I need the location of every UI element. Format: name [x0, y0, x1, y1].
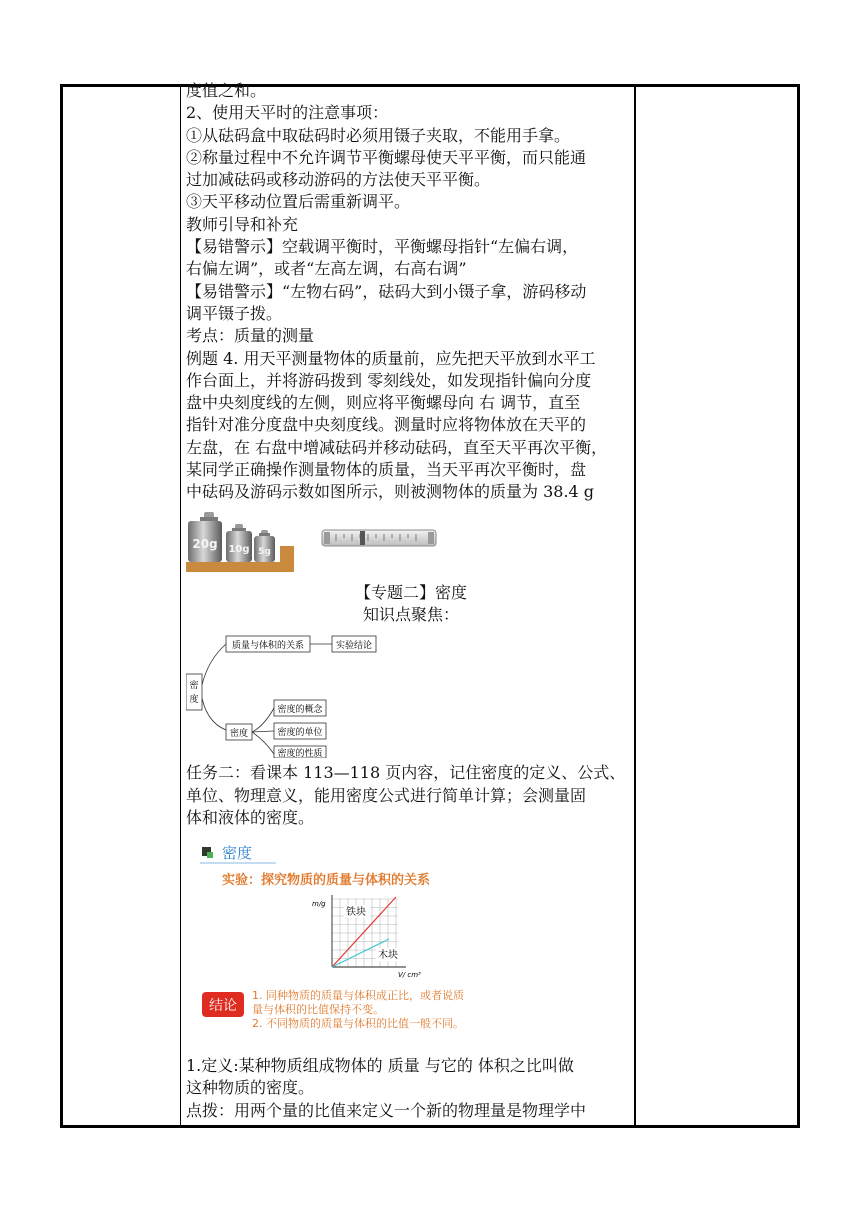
text-line: 盘中央刻度线的左侧，则应将平衡螺母向 右 调节，直至 [186, 393, 581, 413]
density-mindmap [186, 630, 636, 758]
weight-5g-icon [254, 530, 275, 562]
density-experiment-figure [186, 839, 636, 1055]
text-line: 单位、物理意义，能用密度公式进行简单计算；会测量固 [186, 785, 587, 805]
text-line: 【易错警示】“左物右码”，砝码大到小镊子拿，游码移动 [186, 281, 587, 301]
mindmap-root-label-2: 度 [189, 695, 199, 706]
mindmap-branch1 [226, 636, 310, 652]
text-line: ②称量过程中不允许调节平衡螺母使天平平衡，而只能通 [186, 147, 587, 167]
graph-xlabel: V/ cm³ [398, 971, 421, 980]
content-column [186, 80, 636, 1122]
text-line: 点拨：用两个量的比值来定义一个新的物理量是物理学中 [186, 1100, 587, 1120]
text-line: 指针对准分度盘中央刻度线。测量时应将物体放在天平的 [186, 415, 587, 435]
text-line: ①从砝码盒中取砝码时必须用镊子夹取，不能用手拿。 [186, 125, 571, 145]
mass-volume-graph [312, 895, 421, 979]
text-line: 例题 4. 用天平测量物体的质量前，应先把天平放到水平工 [186, 348, 596, 368]
column-divider-left [180, 84, 181, 1128]
weight-20g-icon [188, 512, 222, 562]
conclusion-line: 1. 同种物质的质量与体积成正比，或者说质 [252, 989, 464, 1003]
conclusion-line: 2. 不同物质的质量与体积的比值一般不同。 [252, 1017, 464, 1031]
weight-label: 5g [258, 546, 271, 557]
mindmap-leaf-label: 密度的性质 [277, 749, 323, 759]
text-line: 某同学正确操作测量物体的质量，当天平再次平衡时，盘 [186, 460, 587, 480]
mindmap-leaf [274, 700, 326, 716]
weight-label: 20g [192, 536, 218, 551]
graph-ylabel: m/g [312, 900, 326, 909]
topic2-subtitle: 知识点聚焦： [362, 604, 459, 624]
text-line: 过加减砝码或移动游码的方法使天平平衡。 [186, 170, 491, 190]
conclusion-tag-label: 结论 [209, 998, 237, 1015]
topic2-title: 【专题二】密度 [354, 582, 467, 602]
text-line: 2、使用天平时的注意事项： [186, 103, 389, 123]
mindmap-root-label-1: 密 [189, 681, 199, 692]
text-line: 【易错警示】空载调平衡时，平衡螺母指针“左偏右调， [186, 237, 579, 257]
text-line: 考点：质量的测量 [186, 326, 315, 346]
mindmap-branch2 [226, 724, 252, 740]
mindmap-root [186, 674, 202, 710]
text-line: 中砝码及游码示数如图所示，则被测物体的质量为 38.4 g [186, 482, 595, 502]
text-line: ③天平移动位置后需重新调平。 [186, 192, 411, 212]
mindmap-leaf [274, 746, 326, 758]
heading-square-accent-icon [207, 852, 213, 858]
mindmap-branch1-child [332, 636, 376, 652]
text-line: 作台面上，并将游码拨到 零刻线处，如发现指针偏向分度 [186, 370, 592, 390]
mindmap-leaf-label: 密度的概念 [277, 705, 323, 716]
conclusion-line: 量与体积的比值保持不变。 [252, 1003, 384, 1017]
experiment-title: 实验：探究物质的质量与体积的关系 [222, 873, 431, 889]
weight-10g-icon [226, 524, 252, 562]
text-line: 这种物质的密度。 [186, 1078, 315, 1098]
text-line: 度值之和。 [186, 81, 267, 100]
wood-label: 木块 [378, 950, 398, 962]
text-line: 右偏左调”，或者“左高左调，右高右调” [186, 259, 467, 279]
text-line: 1.定义:某种物质组成物体的 质量 与它的 体积之比叫做 [186, 1056, 574, 1076]
density-heading: 密度 [222, 844, 253, 863]
text-line: 左盘，在 右盘中增减砝码并移动砝码，直至天平再次平衡， [186, 437, 608, 457]
text-line: 任务二：看课本 113—118 页内容，记住密度的定义、公式、 [186, 763, 626, 783]
balance-figure [186, 510, 636, 574]
mindmap-branch1-label: 质量与体积的关系 [231, 641, 305, 652]
rider-scale-icon [322, 530, 436, 546]
mindmap-leaf-label: 密度的单位 [277, 728, 323, 739]
mindmap-branch1-child-label: 实验结论 [335, 641, 373, 652]
mindmap-leaf [274, 723, 326, 739]
mindmap-branch2-label: 密度 [229, 729, 249, 740]
iron-label: 铁块 [346, 907, 366, 919]
text-line: 体和液体的密度。 [186, 807, 315, 827]
weight-label: 10g [228, 543, 250, 555]
text-line: 调平镊子拨。 [186, 303, 283, 323]
text-line: 教师引导和补充 [186, 214, 299, 234]
